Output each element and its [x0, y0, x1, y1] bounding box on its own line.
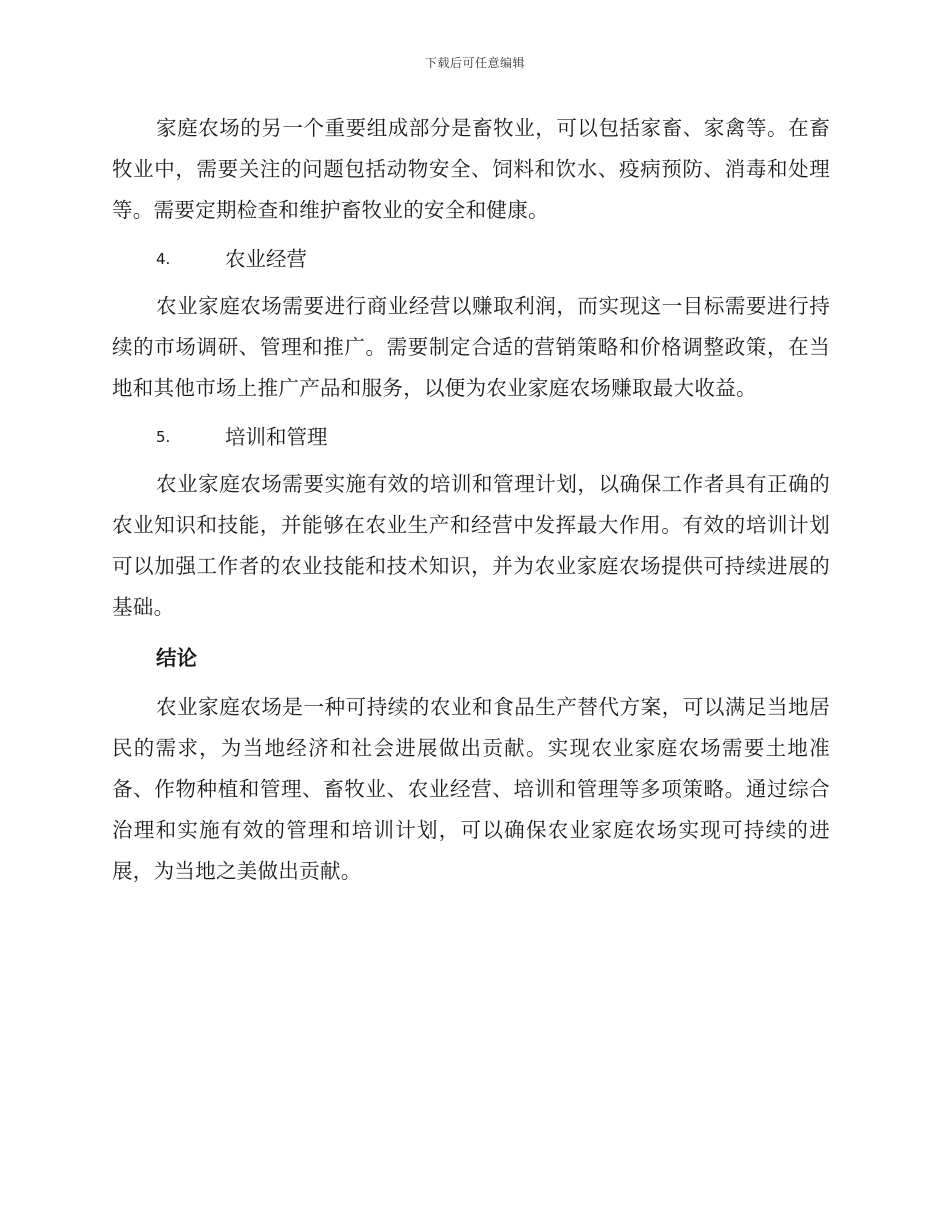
list-number: 4.: [156, 250, 171, 268]
list-title: 农业经营: [225, 247, 307, 271]
document-body: [112, 108, 830, 892]
conclusion-heading: 结论: [156, 646, 197, 670]
list-item-business-heading: [112, 239, 830, 280]
paragraph-business: 农业家庭农场需要进行商业经营以赚取利润，而实现这一目标需要进行持续的市场调研、管理和推广。需要制定合适的营销策略和价格调整政策，在当地和其他市场上推广产品和服务，以便为农业家庭农场赚取最大收益。: [112, 294, 830, 400]
list-item-training-heading: [112, 417, 830, 458]
paragraph-conclusion: 农业家庭农场是一种可持续的农业和食品生产替代方案，可以满足当地居民的需求，为当地经济和社会进展做出贡献。实现农业家庭农场需要土地准备、作物种植和管理、畜牧业、农业经营、培训和管理等多项策略。通过综合治理和实施有效的管理和培训计划，可以确保农业家庭农场实现可持续的进展，为当地之美做出贡献。: [112, 695, 830, 883]
list-title: 培训和管理: [225, 425, 328, 449]
page-header-note: 下载后可任意编辑: [424, 56, 525, 70]
list-number: 5.: [156, 428, 171, 446]
paragraph-training: 农业家庭农场需要实施有效的培训和管理计划，以确保工作者具有正确的农业知识和技能，并能够在农业生产和经营中发挥最大作用。有效的培训计划可以加强工作者的农业技能和技术知识，并为农业家庭农场提供可持续进展的基础。: [112, 472, 830, 619]
paragraph-livestock: 家庭农场的另一个重要组成部分是畜牧业，可以包括家畜、家禽等。在畜牧业中，需要关注的问题包括动物安全、饲料和饮水、疫病预防、消毒和处理等。需要定期检查和维护畜牧业的安全和健康。: [112, 116, 830, 222]
